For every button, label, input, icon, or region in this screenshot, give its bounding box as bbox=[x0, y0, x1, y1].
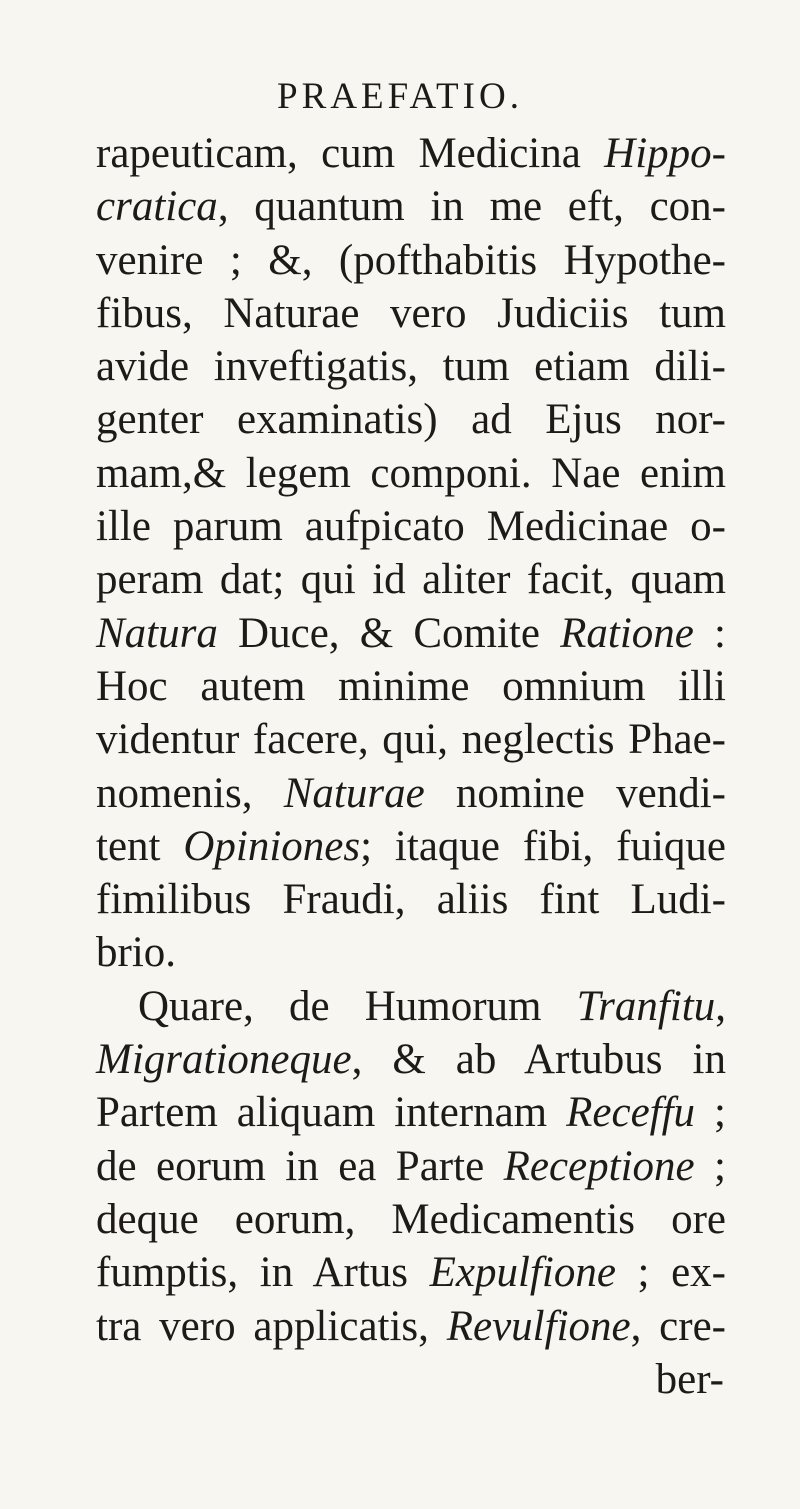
text-run: ; bbox=[695, 1089, 727, 1137]
italic-text: Receffu bbox=[566, 1089, 696, 1137]
text-run: ; ex- bbox=[615, 1249, 726, 1297]
text-line bbox=[96, 447, 726, 500]
text-run: fumptis, in Artus bbox=[96, 1249, 430, 1297]
text-run: rapeuticam, cum Medicina bbox=[96, 130, 605, 177]
paragraph-2 bbox=[96, 980, 726, 1353]
text-run: , cre- bbox=[630, 1302, 726, 1350]
text-line bbox=[96, 340, 726, 393]
italic-text: Receptione bbox=[503, 1142, 695, 1190]
text-line bbox=[96, 1140, 726, 1193]
text-line bbox=[96, 926, 726, 979]
text-line bbox=[96, 180, 726, 233]
italic-text: Natura bbox=[96, 609, 218, 657]
text-line bbox=[96, 1193, 726, 1246]
running-head: PRAEFATIO. bbox=[277, 76, 523, 117]
text-run: Quare, de Humorum bbox=[138, 982, 577, 1030]
body-text bbox=[96, 127, 726, 1406]
text-line bbox=[96, 660, 726, 713]
italic-text: Expulfione bbox=[429, 1249, 616, 1297]
italic-text: cratica bbox=[96, 183, 218, 231]
text-line bbox=[96, 287, 726, 340]
text-run: Hoc autem minime omnium illi bbox=[96, 662, 726, 710]
text-run: venire ; &, (pofthabitis Hypothe- bbox=[96, 236, 726, 284]
text-run: tra vero applicatis, bbox=[96, 1302, 447, 1350]
paragraph-1 bbox=[96, 127, 726, 980]
text-run: mam,& legem componi. Nae enim bbox=[96, 449, 726, 497]
text-run: deque eorum, Medicamentis ore bbox=[96, 1195, 726, 1243]
text-line bbox=[96, 980, 726, 1033]
text-run: avide inveftigatis, tum etiam dili- bbox=[96, 343, 726, 391]
text-run: , & ab Artubus in bbox=[351, 1036, 726, 1084]
text-run: Partem aliquam internam bbox=[96, 1089, 567, 1137]
text-run: nomenis, bbox=[96, 769, 284, 817]
text-line bbox=[96, 767, 726, 820]
text-line bbox=[96, 1033, 726, 1086]
italic-text: Naturae bbox=[283, 769, 425, 817]
text-line bbox=[96, 1300, 726, 1353]
text-line bbox=[96, 713, 726, 766]
text-run: fibus, Naturae vero Judiciis tum bbox=[96, 289, 726, 337]
text-run: fimilibus Fraudi, aliis fint Ludi- bbox=[96, 876, 726, 924]
text-line bbox=[96, 607, 726, 660]
text-line bbox=[96, 500, 726, 553]
text-line bbox=[96, 1246, 726, 1299]
text-run: genter examinatis) ad Ejus nor- bbox=[96, 396, 726, 444]
text-run: Duce, & Comite bbox=[217, 609, 561, 657]
catchword: ber- bbox=[655, 1355, 724, 1403]
text-run: brio. bbox=[96, 929, 177, 977]
text-run: nomine vendi- bbox=[424, 769, 726, 817]
text-line bbox=[96, 873, 726, 926]
text-run: videntur facere, qui, neglectis Phae- bbox=[96, 716, 726, 764]
text-run: : bbox=[693, 609, 726, 657]
italic-text: Tranfitu bbox=[576, 982, 716, 1030]
text-run: peram dat; qui id aliter facit, quam bbox=[96, 556, 726, 604]
italic-text: Ratione bbox=[560, 609, 694, 657]
text-line bbox=[96, 127, 726, 180]
text-line bbox=[96, 1086, 726, 1139]
italic-text: Migrationeque bbox=[96, 1036, 352, 1084]
italic-text: Hippo- bbox=[604, 130, 726, 177]
text-run: , bbox=[715, 982, 726, 1030]
text-line bbox=[96, 393, 726, 446]
text-run: tent bbox=[96, 822, 184, 870]
text-run: ; bbox=[694, 1142, 726, 1190]
italic-text: Revulfione bbox=[446, 1302, 631, 1350]
text-run: ille parum aufpicato Medicinae o- bbox=[96, 503, 726, 551]
text-line bbox=[96, 553, 726, 606]
italic-text: Opiniones bbox=[183, 822, 361, 870]
text-run: de eorum in ea Parte bbox=[96, 1142, 504, 1190]
text-line bbox=[96, 820, 726, 873]
text-run: ; itaque fibi, fuique bbox=[360, 822, 727, 870]
text-line bbox=[96, 234, 726, 287]
text-run: , quantum in me eft, con- bbox=[217, 183, 726, 231]
